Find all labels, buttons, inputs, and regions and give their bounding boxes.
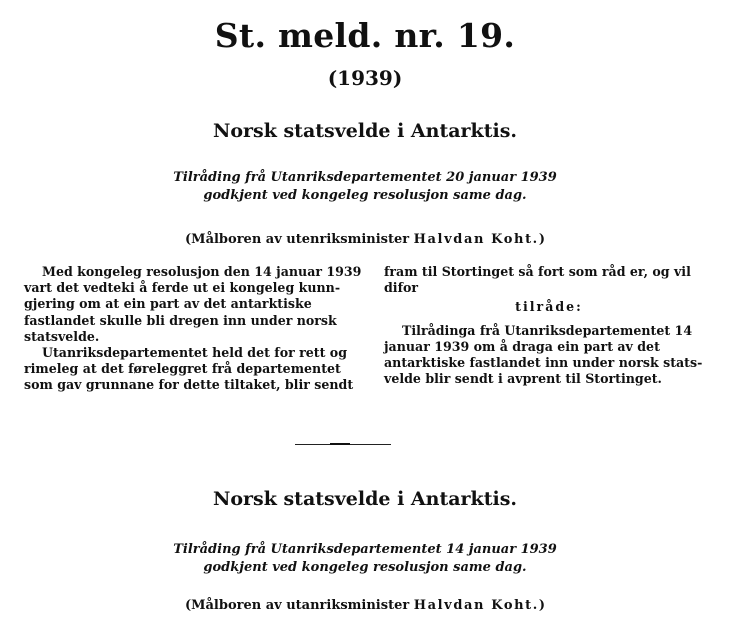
right-line: fram til Stortinget så fort som råd er, og vil <box>384 264 691 279</box>
section1-recommendation-line2: godkjent ved kongeleg resolusjon same dag. <box>203 188 527 203</box>
right-line: velde blir sendt i avprent til Stortinget. <box>384 371 662 387</box>
section1-recommendation-line1: Tilråding frå Utanriksdepartementet 20 januar 1939 <box>173 170 557 185</box>
left-line: statsvelde. <box>24 328 100 344</box>
left-line: Med kongeleg resolusjon den 14 januar 1939 <box>42 264 362 279</box>
left-line: vart det vedteki å ferde ut ei kongeleg kunn- <box>24 280 341 296</box>
section1-spokesman <box>0 232 730 247</box>
right-column <box>384 264 714 387</box>
section-divider-mark <box>330 443 350 445</box>
right-line: antarktiske fastlandet inn under norsk stats- <box>384 355 703 371</box>
left-line: Utanriksdepartementet held det for rett og <box>42 345 347 361</box>
section2-title: Norsk statsvelde i Antarktis. <box>212 488 518 510</box>
section2-recommendation-line2: godkjent ved kongeleg resolusjon same dag. <box>203 560 527 575</box>
tilrade-heading: tilråde: <box>515 299 583 315</box>
spokesman-prefix: (Målboren av utenriksminister <box>185 232 410 247</box>
right-line: januar 1939 om å draga ein part av det <box>384 338 660 354</box>
left-column <box>24 264 362 394</box>
right-line: Tilrådinga frå Utanriksdepartementet 14 <box>402 322 693 338</box>
spokesman-suffix: ) <box>538 598 546 613</box>
right-line: difor <box>384 280 419 296</box>
left-line: gjering om at ein part av det antarktiske <box>24 296 312 312</box>
spokesman-name: Halvdan Koht. <box>413 232 539 247</box>
section1-title: Norsk statsvelde i Antarktis. <box>212 120 518 142</box>
report-year: (1939) <box>327 66 403 90</box>
left-line: rimeleg at det føreleggret frå departementet <box>24 361 341 377</box>
spokesman-suffix: ) <box>538 232 545 247</box>
section2-spokesman <box>0 598 730 613</box>
section2-recommendation-line1: Tilråding frå Utanriksdepartementet 14 januar 1939 <box>173 542 557 557</box>
spokesman-name: Halvdan Koht. <box>413 598 539 613</box>
spokesman-prefix: (Målboren av utanriksminister <box>184 598 410 613</box>
report-number-heading: St. meld. nr. 19. <box>214 16 516 55</box>
left-line: som gav grunnane for dette tiltaket, blir sendt <box>24 377 354 393</box>
left-line: fastlandet skulle bli dregen inn under norsk <box>24 312 337 328</box>
